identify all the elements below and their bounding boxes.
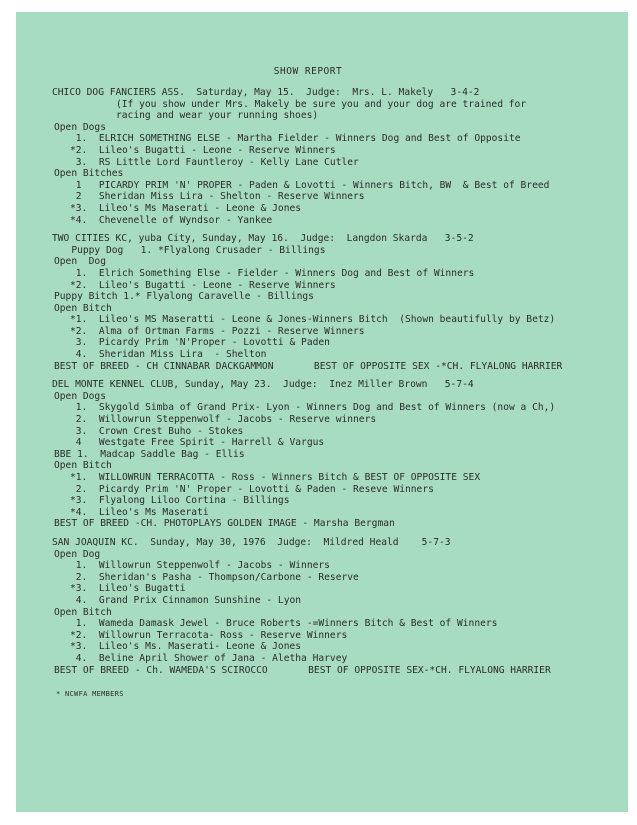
class-line: Open Dogs: [54, 390, 106, 402]
placement-line: 1. ELRICH SOMETHING ELSE - Martha Fielder - Winners Dog and Best of Opposite: [70, 133, 521, 145]
placement-line: 3. Crown Crest Buho - Stokes: [70, 425, 244, 437]
footnote: * NCWFA MEMBERS: [56, 690, 124, 699]
class-line: Open Dog: [54, 256, 106, 268]
placement-line: *4. Lileo's Ms Maserati: [70, 506, 209, 518]
show-header: TWO CITIES KC, yuba City, Sunday, May 16. Judge: Langdon Skarda 3-5-2: [52, 233, 474, 245]
class-line: BEST OF BREED - Ch. WAMEDA'S SCIROCCO BEST OF OPPOSITE SEX-*CH. FLYALONG HARRIER: [54, 664, 551, 676]
placement-line: 4 Westgate Free Spirit - Harrell & Vargus: [70, 437, 325, 449]
show-sections: [46, 87, 610, 676]
show-section: [46, 379, 610, 530]
placement-line: *1. Lileo's MS Maseratti - Leone & Jones-Winners Bitch (Shown beautifully by Betz): [70, 314, 556, 326]
class-line: Open Bitches: [54, 168, 124, 180]
placement-line: *2. Lileo's Bugatti - Leone - Reserve Winners: [70, 144, 336, 156]
class-line: Open Bitch: [54, 460, 112, 472]
show-note: (If you show under Mrs. Makely be sure you and your dog are trained for: [116, 98, 527, 110]
class-line: Open Dog: [54, 548, 101, 560]
show-note: racing and wear your running shoes): [116, 110, 319, 122]
placement-line: 4. Beline April Shower of Jana - Aletha Harvey: [70, 652, 348, 664]
show-header: CHICO DOG FANCIERS ASS. Saturday, May 15. Judge: Mrs. L. Makely 3-4-2: [52, 87, 480, 98]
document-page: [16, 12, 628, 812]
placement-line: 3. RS Little Lord Fauntleroy - Kelly Lane Cutler: [70, 156, 359, 168]
placement-line: 1. Elrich Something Else - Fielder - Winners Dog and Best of Winners: [70, 267, 475, 279]
class-line: Puppy Dog 1. *Flyalong Crusader - Billings: [54, 244, 326, 256]
placement-line: 1. Wameda Damask Jewel - Bruce Roberts -=Winners Bitch & Best of Winners: [70, 618, 498, 630]
placement-line: *3. Lileo's Ms Maserati - Leone & Jones: [70, 202, 302, 214]
placement-line: 4. Grand Prix Cinnamon Sunshine - Lyon: [70, 594, 302, 606]
placement-line: 2. Picardy Prim 'N' Proper - Lovotti & Paden - Reseve Winners: [70, 483, 434, 495]
class-line: Puppy Bitch 1.* Flyalong Caravelle - Billings: [54, 291, 314, 303]
show-header: SAN JOAQUIN KC. Sunday, May 30, 1976 Judge: Mildred Heald 5-7-3: [52, 536, 451, 548]
placement-line: *4. Chevenelle of Wyndsor - Yankee: [70, 214, 273, 226]
class-line: BEST OF BREED - CH CINNABAR DACKGAMMON BEST OF OPPOSITE SEX -*CH. FLYALONG HARRIER: [54, 360, 563, 372]
placement-line: *2. Alma of Ortman Farms - Pozzi - Reserve Winners: [70, 325, 365, 337]
show-section: [46, 233, 610, 372]
class-line: Open Dogs: [54, 121, 106, 133]
placement-line: 4. Sheridan Miss Lira - Shelton: [70, 349, 267, 361]
class-line: BEST OF BREED -CH. PHOTOPLAYS GOLDEN IMAGE - Marsha Bergman: [54, 518, 395, 530]
placement-line: *3. Lileo's Ms. Maserati- Leone & Jones: [70, 641, 302, 653]
placement-line: 2. Sheridan's Pasha - Thompson/Carbone - Reserve: [70, 571, 359, 583]
placement-line: 1 PICARDY PRIM 'N' PROPER - Paden & Lovotti - Winners Bitch, BW & Best of Breed: [70, 179, 550, 191]
placement-line: 2. Willowrun Steppenwolf - Jacobs - Reserve winners: [70, 414, 377, 426]
class-line: Open Bitch: [54, 606, 112, 618]
placement-line: *3. Flyalong Liloo Cortina - Billings: [70, 495, 290, 507]
placement-line: *1. WILLOWRUN TERRACOTTA - Ross - Winners Bitch & BEST OF OPPOSITE SEX: [70, 472, 481, 483]
placement-line: 1. Skygold Simba of Grand Prix- Lyon - Winners Dog and Best of Winners (now a Ch,): [70, 402, 556, 414]
class-line: BBE 1. Madcap Saddle Bag - Ellis: [54, 448, 245, 460]
page-title: SHOW REPORT: [273, 66, 343, 77]
placement-line: *3. Lileo's Bugatti: [70, 583, 186, 595]
class-line: Open Bitch: [54, 302, 112, 314]
show-header: DEL MONTE KENNEL CLUB, Sunday, May 23. Judge: Inez Miller Brown 5-7-4: [52, 379, 474, 391]
placement-line: 1. Willowrun Steppenwolf - Jacobs - Winners: [70, 560, 330, 572]
placement-line: 2 Sheridan Miss Lira - Shelton - Reserve Winners: [70, 191, 365, 203]
show-section: [46, 87, 610, 226]
placement-line: *2. Willowrun Terracota- Ross - Reserve Winners: [70, 629, 348, 641]
show-section: [46, 537, 610, 676]
placement-line: 3. Picardy Prim 'N'Proper - Lovotti & Paden: [70, 337, 330, 349]
placement-line: *2. Lileo's Bugatti - Leone - Reserve Winners: [70, 279, 336, 291]
